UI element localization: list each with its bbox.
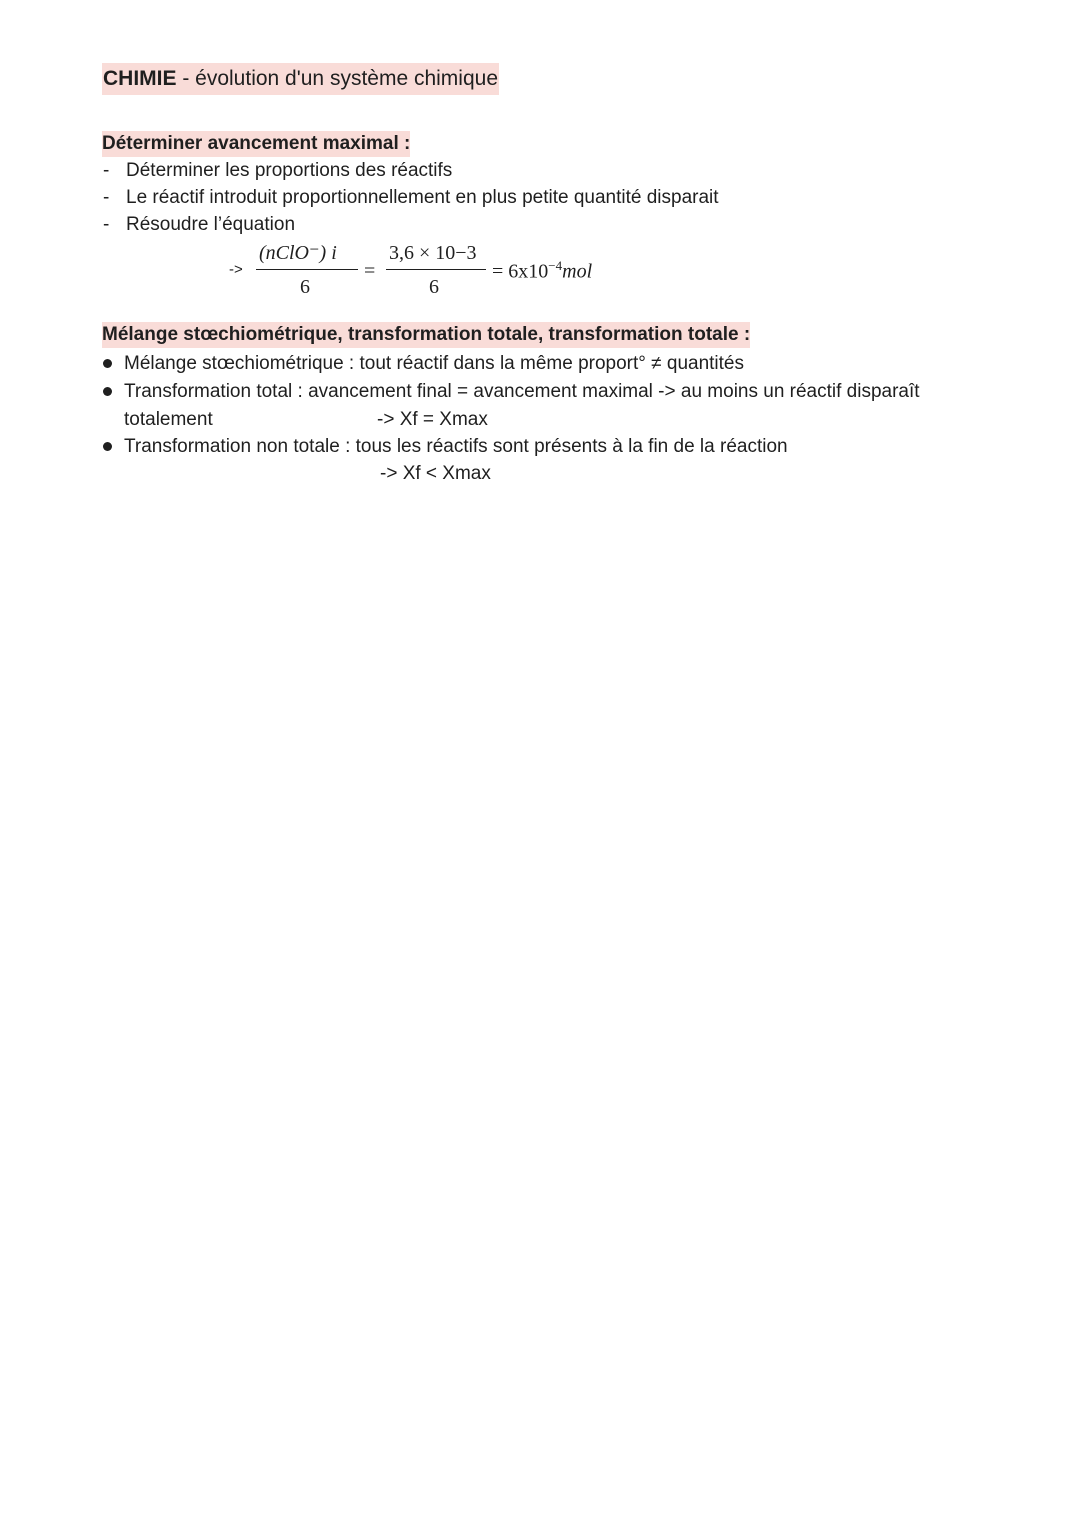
list-dash: -: [103, 214, 110, 235]
formula-result: [492, 258, 592, 284]
bullet-dot: [103, 387, 112, 396]
section-heading-avancement: Déterminer avancement maximal :: [102, 131, 410, 157]
list-item: Transformation total : avancement final = avancement maximal -> au moins un réactif disparaît: [124, 381, 920, 402]
equals-sign: =: [364, 260, 376, 282]
fraction-denominator: 6: [300, 276, 310, 298]
title-subject: CHIMIE: [103, 67, 177, 90]
title-topic: - évolution d'un système chimique: [176, 67, 499, 90]
list-item: Résoudre l’équation: [126, 214, 296, 235]
list-item-continuation: totalement: [124, 409, 213, 430]
list-item: Transformation non totale : tous les réactifs sont présents à la fin de la réaction: [124, 436, 788, 457]
fraction-bar: [256, 269, 358, 270]
bullet-dot: [103, 442, 112, 451]
fraction-numerator: (nClO⁻) i: [259, 242, 337, 264]
list-dash: -: [103, 160, 110, 181]
bullet-dot: [103, 359, 112, 368]
list-item: Mélange stœchiométrique : tout réactif dans la même proport° ≠ quantités: [124, 353, 744, 374]
page-title: [102, 63, 499, 95]
relation-note: -> Xf = Xmax: [377, 409, 488, 430]
result-exponent: −4: [548, 258, 563, 273]
fraction-bar: [386, 269, 486, 270]
list-item: Le réactif introduit proportionnellement en plus petite quantité disparait: [126, 187, 719, 208]
formula-arrow: ->: [229, 261, 243, 278]
result-value: = 6x10: [492, 260, 549, 283]
fraction-numerator: 3,6 × 10−3: [389, 242, 477, 264]
list-item: Déterminer les proportions des réactifs: [126, 160, 453, 181]
result-unit: mol: [562, 260, 593, 283]
fraction-denominator: 6: [429, 276, 439, 298]
relation-note: -> Xf < Xmax: [380, 463, 491, 484]
section-heading-melange: Mélange stœchiométrique, transformation totale, transformation totale :: [102, 322, 750, 348]
list-dash: -: [103, 187, 110, 208]
